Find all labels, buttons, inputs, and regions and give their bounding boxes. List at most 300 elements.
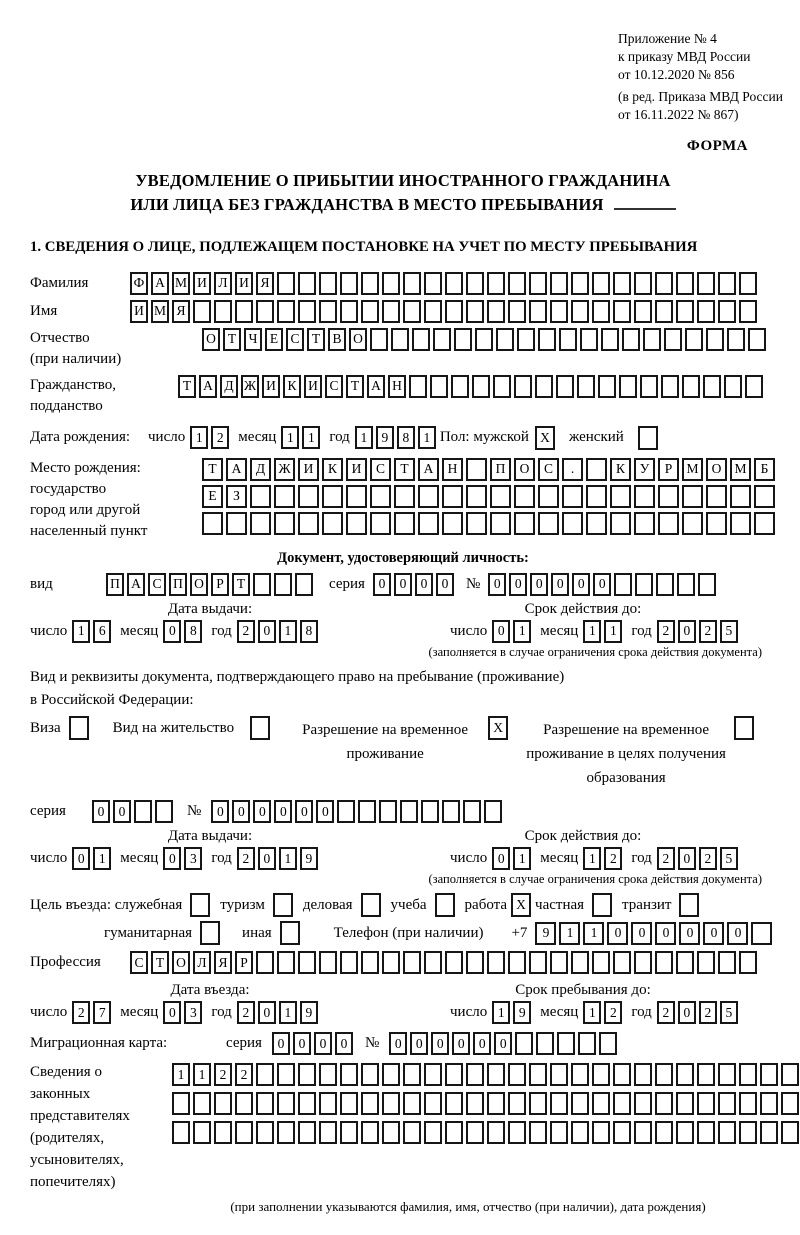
char-cell[interactable] <box>202 512 223 535</box>
char-cell[interactable]: 2 <box>657 620 675 643</box>
char-cell[interactable]: Ч <box>244 328 262 351</box>
char-cell[interactable] <box>634 300 652 323</box>
char-cell[interactable] <box>613 300 631 323</box>
char-cell[interactable] <box>273 893 293 917</box>
char-cell[interactable]: Б <box>754 458 775 481</box>
char-cell[interactable]: И <box>304 375 322 398</box>
char-cell[interactable]: 0 <box>295 800 313 823</box>
passport-expiry-month-cells[interactable] <box>583 620 622 643</box>
char-cell[interactable] <box>634 485 655 508</box>
char-cell[interactable]: 0 <box>655 922 676 945</box>
char-cell[interactable]: А <box>199 375 217 398</box>
char-cell[interactable] <box>562 512 583 535</box>
char-cell[interactable] <box>730 485 751 508</box>
char-cell[interactable]: К <box>283 375 301 398</box>
char-cell[interactable] <box>529 300 547 323</box>
char-cell[interactable] <box>424 1063 442 1086</box>
char-cell[interactable]: 1 <box>583 847 601 870</box>
char-cell[interactable]: 0 <box>258 847 276 870</box>
char-cell[interactable] <box>424 300 442 323</box>
char-cell[interactable] <box>655 1092 673 1115</box>
char-cell[interactable] <box>577 375 595 398</box>
char-cell[interactable] <box>466 512 487 535</box>
char-cell[interactable] <box>256 951 274 974</box>
char-cell[interactable] <box>634 1063 652 1086</box>
char-cell[interactable]: Т <box>151 951 169 974</box>
char-cell[interactable] <box>382 1121 400 1144</box>
char-cell[interactable] <box>172 1121 190 1144</box>
char-cell[interactable] <box>634 512 655 535</box>
char-cell[interactable] <box>550 1092 568 1115</box>
char-cell[interactable]: 1 <box>492 1001 510 1024</box>
char-cell[interactable] <box>463 800 481 823</box>
char-cell[interactable] <box>298 1121 316 1144</box>
char-cell[interactable] <box>361 300 379 323</box>
char-cell[interactable] <box>155 800 173 823</box>
char-cell[interactable]: Р <box>235 951 253 974</box>
char-cell[interactable] <box>340 1092 358 1115</box>
char-cell[interactable] <box>274 512 295 535</box>
purpose-other-checkbox[interactable] <box>280 921 300 945</box>
char-cell[interactable] <box>445 1092 463 1115</box>
char-cell[interactable]: 0 <box>293 1032 311 1055</box>
char-cell[interactable] <box>727 328 745 351</box>
char-cell[interactable]: 0 <box>258 1001 276 1024</box>
char-cell[interactable]: 1 <box>279 620 297 643</box>
char-cell[interactable]: У <box>634 458 655 481</box>
char-cell[interactable] <box>550 1063 568 1086</box>
char-cell[interactable] <box>346 512 367 535</box>
char-cell[interactable] <box>235 1121 253 1144</box>
char-cell[interactable]: . <box>562 458 583 481</box>
char-cell[interactable] <box>592 893 612 917</box>
char-cell[interactable] <box>382 1063 400 1086</box>
char-cell[interactable] <box>370 328 388 351</box>
purpose-tourism-checkbox[interactable] <box>273 893 293 917</box>
char-cell[interactable] <box>571 300 589 323</box>
char-cell[interactable]: 5 <box>720 847 738 870</box>
char-cell[interactable] <box>361 1121 379 1144</box>
char-cell[interactable] <box>277 1121 295 1144</box>
char-cell[interactable] <box>433 328 451 351</box>
char-cell[interactable]: Ф <box>130 272 148 295</box>
char-cell[interactable]: 0 <box>373 573 391 596</box>
char-cell[interactable] <box>718 272 736 295</box>
char-cell[interactable] <box>682 485 703 508</box>
char-cell[interactable] <box>599 1032 617 1055</box>
char-cell[interactable] <box>619 375 637 398</box>
char-cell[interactable]: 1 <box>279 1001 297 1024</box>
temp-residence-education-checkbox[interactable] <box>734 716 754 740</box>
char-cell[interactable] <box>340 272 358 295</box>
entry-year-cells[interactable] <box>237 1001 318 1024</box>
char-cell[interactable]: 0 <box>678 620 696 643</box>
char-cell[interactable]: 2 <box>237 1001 255 1024</box>
char-cell[interactable]: 2 <box>214 1063 232 1086</box>
char-cell[interactable]: 1 <box>418 426 436 449</box>
char-cell[interactable]: Н <box>388 375 406 398</box>
char-cell[interactable] <box>214 1092 232 1115</box>
char-cell[interactable]: 0 <box>274 800 292 823</box>
char-cell[interactable] <box>69 716 89 740</box>
char-cell[interactable] <box>394 485 415 508</box>
char-cell[interactable]: Н <box>442 458 463 481</box>
char-cell[interactable]: 1 <box>604 620 622 643</box>
passport-issue-year-cells[interactable] <box>237 620 318 643</box>
phone-cells[interactable] <box>535 922 772 945</box>
stay-until-month-cells[interactable] <box>583 1001 622 1024</box>
char-cell[interactable] <box>697 1063 715 1086</box>
char-cell[interactable]: X <box>511 893 531 917</box>
char-cell[interactable]: 0 <box>679 922 700 945</box>
char-cell[interactable] <box>613 1092 631 1115</box>
char-cell[interactable] <box>538 485 559 508</box>
char-cell[interactable]: И <box>193 272 211 295</box>
char-cell[interactable] <box>361 1063 379 1086</box>
char-cell[interactable] <box>557 1032 575 1055</box>
char-cell[interactable]: П <box>169 573 187 596</box>
char-cell[interactable]: 0 <box>492 620 510 643</box>
char-cell[interactable] <box>643 328 661 351</box>
staydoc-issue-month-cells[interactable] <box>163 847 202 870</box>
char-cell[interactable]: 2 <box>657 1001 675 1024</box>
char-cell[interactable] <box>508 1121 526 1144</box>
char-cell[interactable] <box>250 485 271 508</box>
char-cell[interactable] <box>601 328 619 351</box>
temp-residence-checkbox[interactable] <box>488 716 508 740</box>
char-cell[interactable] <box>535 375 553 398</box>
char-cell[interactable] <box>394 512 415 535</box>
char-cell[interactable]: 0 <box>431 1032 449 1055</box>
char-cell[interactable] <box>445 951 463 974</box>
char-cell[interactable] <box>517 328 535 351</box>
char-cell[interactable] <box>472 375 490 398</box>
char-cell[interactable]: 0 <box>258 620 276 643</box>
char-cell[interactable] <box>592 1092 610 1115</box>
char-cell[interactable]: 2 <box>211 426 229 449</box>
char-cell[interactable] <box>298 300 316 323</box>
char-cell[interactable]: 9 <box>300 1001 318 1024</box>
char-cell[interactable] <box>550 1121 568 1144</box>
char-cell[interactable]: В <box>328 328 346 351</box>
char-cell[interactable] <box>578 1032 596 1055</box>
char-cell[interactable] <box>598 375 616 398</box>
entry-month-cells[interactable] <box>163 1001 202 1024</box>
char-cell[interactable]: 2 <box>235 1063 253 1086</box>
char-cell[interactable] <box>613 951 631 974</box>
char-cell[interactable] <box>655 1063 673 1086</box>
char-cell[interactable] <box>685 328 703 351</box>
char-cell[interactable] <box>403 1121 421 1144</box>
char-cell[interactable] <box>340 1121 358 1144</box>
char-cell[interactable]: 0 <box>509 573 527 596</box>
char-cell[interactable] <box>748 328 766 351</box>
char-cell[interactable]: 7 <box>93 1001 111 1024</box>
doc-number-cells[interactable] <box>488 573 716 596</box>
char-cell[interactable]: X <box>535 426 555 450</box>
doc-series-cells[interactable] <box>373 573 454 596</box>
char-cell[interactable]: 0 <box>314 1032 332 1055</box>
char-cell[interactable] <box>592 1063 610 1086</box>
char-cell[interactable] <box>634 1121 652 1144</box>
char-cell[interactable]: 9 <box>535 922 556 945</box>
char-cell[interactable] <box>706 485 727 508</box>
char-cell[interactable] <box>514 512 535 535</box>
char-cell[interactable] <box>274 573 292 596</box>
char-cell[interactable] <box>298 951 316 974</box>
char-cell[interactable] <box>622 328 640 351</box>
char-cell[interactable] <box>697 272 715 295</box>
sex-male-checkbox[interactable] <box>535 426 555 450</box>
char-cell[interactable]: 0 <box>530 573 548 596</box>
patronymic-cells[interactable] <box>202 328 766 351</box>
char-cell[interactable] <box>697 951 715 974</box>
char-cell[interactable] <box>613 272 631 295</box>
char-cell[interactable] <box>677 573 695 596</box>
char-cell[interactable] <box>445 1063 463 1086</box>
char-cell[interactable]: 1 <box>72 620 90 643</box>
char-cell[interactable] <box>424 951 442 974</box>
char-cell[interactable] <box>442 485 463 508</box>
char-cell[interactable]: 2 <box>237 847 255 870</box>
char-cell[interactable]: 0 <box>272 1032 290 1055</box>
char-cell[interactable] <box>745 375 763 398</box>
char-cell[interactable] <box>256 1092 274 1115</box>
char-cell[interactable]: X <box>488 716 508 740</box>
char-cell[interactable]: Л <box>193 951 211 974</box>
char-cell[interactable] <box>418 512 439 535</box>
char-cell[interactable]: 1 <box>190 426 208 449</box>
char-cell[interactable] <box>319 1121 337 1144</box>
char-cell[interactable] <box>346 485 367 508</box>
sex-female-checkbox[interactable] <box>638 426 658 450</box>
char-cell[interactable] <box>274 485 295 508</box>
char-cell[interactable]: Т <box>394 458 415 481</box>
char-cell[interactable] <box>760 1121 778 1144</box>
char-cell[interactable] <box>682 375 700 398</box>
staydoc-series-cells[interactable] <box>92 800 173 823</box>
char-cell[interactable]: 1 <box>93 847 111 870</box>
char-cell[interactable]: 0 <box>727 922 748 945</box>
char-cell[interactable] <box>739 1121 757 1144</box>
char-cell[interactable]: 5 <box>720 1001 738 1024</box>
char-cell[interactable] <box>361 1092 379 1115</box>
char-cell[interactable]: 0 <box>92 800 110 823</box>
char-cell[interactable] <box>298 485 319 508</box>
char-cell[interactable]: А <box>151 272 169 295</box>
char-cell[interactable] <box>193 1121 211 1144</box>
char-cell[interactable] <box>256 1121 274 1144</box>
char-cell[interactable]: 1 <box>513 620 531 643</box>
char-cell[interactable] <box>529 1092 547 1115</box>
char-cell[interactable] <box>451 375 469 398</box>
char-cell[interactable] <box>730 512 751 535</box>
char-cell[interactable] <box>193 300 211 323</box>
staydoc-expiry-year-cells[interactable] <box>657 847 738 870</box>
char-cell[interactable]: 0 <box>436 573 454 596</box>
char-cell[interactable] <box>361 272 379 295</box>
char-cell[interactable] <box>682 512 703 535</box>
char-cell[interactable]: С <box>130 951 148 974</box>
char-cell[interactable] <box>337 800 355 823</box>
char-cell[interactable] <box>319 951 337 974</box>
char-cell[interactable] <box>190 893 210 917</box>
char-cell[interactable] <box>319 272 337 295</box>
char-cell[interactable]: 0 <box>316 800 334 823</box>
char-cell[interactable]: 1 <box>281 426 299 449</box>
char-cell[interactable] <box>487 300 505 323</box>
char-cell[interactable] <box>592 300 610 323</box>
char-cell[interactable] <box>340 1063 358 1086</box>
char-cell[interactable]: Я <box>172 300 190 323</box>
char-cell[interactable] <box>676 1121 694 1144</box>
char-cell[interactable] <box>514 485 535 508</box>
char-cell[interactable] <box>562 485 583 508</box>
char-cell[interactable] <box>214 300 232 323</box>
char-cell[interactable] <box>172 1092 190 1115</box>
char-cell[interactable] <box>655 272 673 295</box>
profession-cells[interactable] <box>130 951 757 974</box>
char-cell[interactable]: А <box>127 573 145 596</box>
char-cell[interactable] <box>586 512 607 535</box>
char-cell[interactable] <box>754 512 775 535</box>
char-cell[interactable] <box>760 1063 778 1086</box>
char-cell[interactable]: Ж <box>274 458 295 481</box>
char-cell[interactable]: Д <box>250 458 271 481</box>
char-cell[interactable]: Р <box>211 573 229 596</box>
char-cell[interactable] <box>634 951 652 974</box>
char-cell[interactable]: О <box>349 328 367 351</box>
char-cell[interactable]: М <box>730 458 751 481</box>
char-cell[interactable]: 1 <box>172 1063 190 1086</box>
char-cell[interactable]: 0 <box>452 1032 470 1055</box>
doc-type-cells[interactable] <box>106 573 313 596</box>
char-cell[interactable]: 0 <box>72 847 90 870</box>
residence-permit-checkbox[interactable] <box>250 716 270 740</box>
char-cell[interactable] <box>487 272 505 295</box>
char-cell[interactable]: 1 <box>559 922 580 945</box>
birth-day-cells[interactable] <box>190 426 229 449</box>
birthplace-row2-cells[interactable] <box>202 485 775 508</box>
char-cell[interactable] <box>718 1121 736 1144</box>
char-cell[interactable] <box>445 272 463 295</box>
char-cell[interactable]: 2 <box>657 847 675 870</box>
char-cell[interactable] <box>487 951 505 974</box>
char-cell[interactable]: А <box>367 375 385 398</box>
char-cell[interactable] <box>739 951 757 974</box>
char-cell[interactable] <box>610 485 631 508</box>
char-cell[interactable] <box>559 328 577 351</box>
purpose-official-checkbox[interactable] <box>190 893 210 917</box>
char-cell[interactable] <box>298 512 319 535</box>
char-cell[interactable]: С <box>325 375 343 398</box>
char-cell[interactable]: П <box>106 573 124 596</box>
char-cell[interactable]: 0 <box>163 620 181 643</box>
char-cell[interactable] <box>421 800 439 823</box>
char-cell[interactable] <box>706 328 724 351</box>
char-cell[interactable]: 1 <box>583 1001 601 1024</box>
char-cell[interactable] <box>580 328 598 351</box>
passport-issue-month-cells[interactable] <box>163 620 202 643</box>
char-cell[interactable] <box>640 375 658 398</box>
char-cell[interactable] <box>280 921 300 945</box>
char-cell[interactable] <box>490 512 511 535</box>
char-cell[interactable]: 0 <box>335 1032 353 1055</box>
char-cell[interactable] <box>592 272 610 295</box>
char-cell[interactable] <box>403 1063 421 1086</box>
char-cell[interactable] <box>529 272 547 295</box>
char-cell[interactable] <box>508 300 526 323</box>
char-cell[interactable]: И <box>235 272 253 295</box>
char-cell[interactable]: 0 <box>494 1032 512 1055</box>
char-cell[interactable] <box>200 921 220 945</box>
char-cell[interactable] <box>256 1063 274 1086</box>
char-cell[interactable] <box>739 272 757 295</box>
char-cell[interactable]: Л <box>214 272 232 295</box>
char-cell[interactable] <box>571 1063 589 1086</box>
char-cell[interactable] <box>697 1121 715 1144</box>
char-cell[interactable]: 0 <box>551 573 569 596</box>
char-cell[interactable] <box>382 300 400 323</box>
char-cell[interactable] <box>697 1092 715 1115</box>
char-cell[interactable] <box>319 300 337 323</box>
char-cell[interactable]: М <box>682 458 703 481</box>
char-cell[interactable]: О <box>202 328 220 351</box>
char-cell[interactable]: Т <box>202 458 223 481</box>
char-cell[interactable] <box>781 1121 799 1144</box>
char-cell[interactable]: 9 <box>300 847 318 870</box>
char-cell[interactable] <box>656 573 674 596</box>
char-cell[interactable] <box>322 512 343 535</box>
char-cell[interactable]: А <box>418 458 439 481</box>
char-cell[interactable]: К <box>322 458 343 481</box>
staydoc-issue-day-cells[interactable] <box>72 847 111 870</box>
char-cell[interactable] <box>134 800 152 823</box>
char-cell[interactable]: Т <box>232 573 250 596</box>
char-cell[interactable]: 0 <box>678 1001 696 1024</box>
char-cell[interactable] <box>430 375 448 398</box>
char-cell[interactable]: И <box>130 300 148 323</box>
char-cell[interactable]: И <box>262 375 280 398</box>
char-cell[interactable] <box>614 573 632 596</box>
char-cell[interactable] <box>466 272 484 295</box>
char-cell[interactable] <box>277 272 295 295</box>
char-cell[interactable] <box>484 800 502 823</box>
char-cell[interactable] <box>676 1092 694 1115</box>
char-cell[interactable] <box>424 272 442 295</box>
char-cell[interactable]: Ж <box>241 375 259 398</box>
char-cell[interactable] <box>361 893 381 917</box>
char-cell[interactable] <box>571 1092 589 1115</box>
firstname-cells[interactable] <box>130 300 757 323</box>
char-cell[interactable]: 6 <box>93 620 111 643</box>
char-cell[interactable] <box>515 1032 533 1055</box>
char-cell[interactable] <box>571 1121 589 1144</box>
char-cell[interactable]: 0 <box>389 1032 407 1055</box>
char-cell[interactable] <box>214 1121 232 1144</box>
char-cell[interactable] <box>382 1092 400 1115</box>
char-cell[interactable]: Я <box>214 951 232 974</box>
char-cell[interactable] <box>298 1063 316 1086</box>
char-cell[interactable] <box>592 1121 610 1144</box>
char-cell[interactable] <box>412 328 430 351</box>
char-cell[interactable] <box>370 512 391 535</box>
char-cell[interactable]: 8 <box>300 620 318 643</box>
birthplace-row1-cells[interactable] <box>202 458 775 481</box>
char-cell[interactable] <box>638 426 658 450</box>
purpose-private-checkbox[interactable] <box>592 893 612 917</box>
char-cell[interactable]: 2 <box>237 620 255 643</box>
